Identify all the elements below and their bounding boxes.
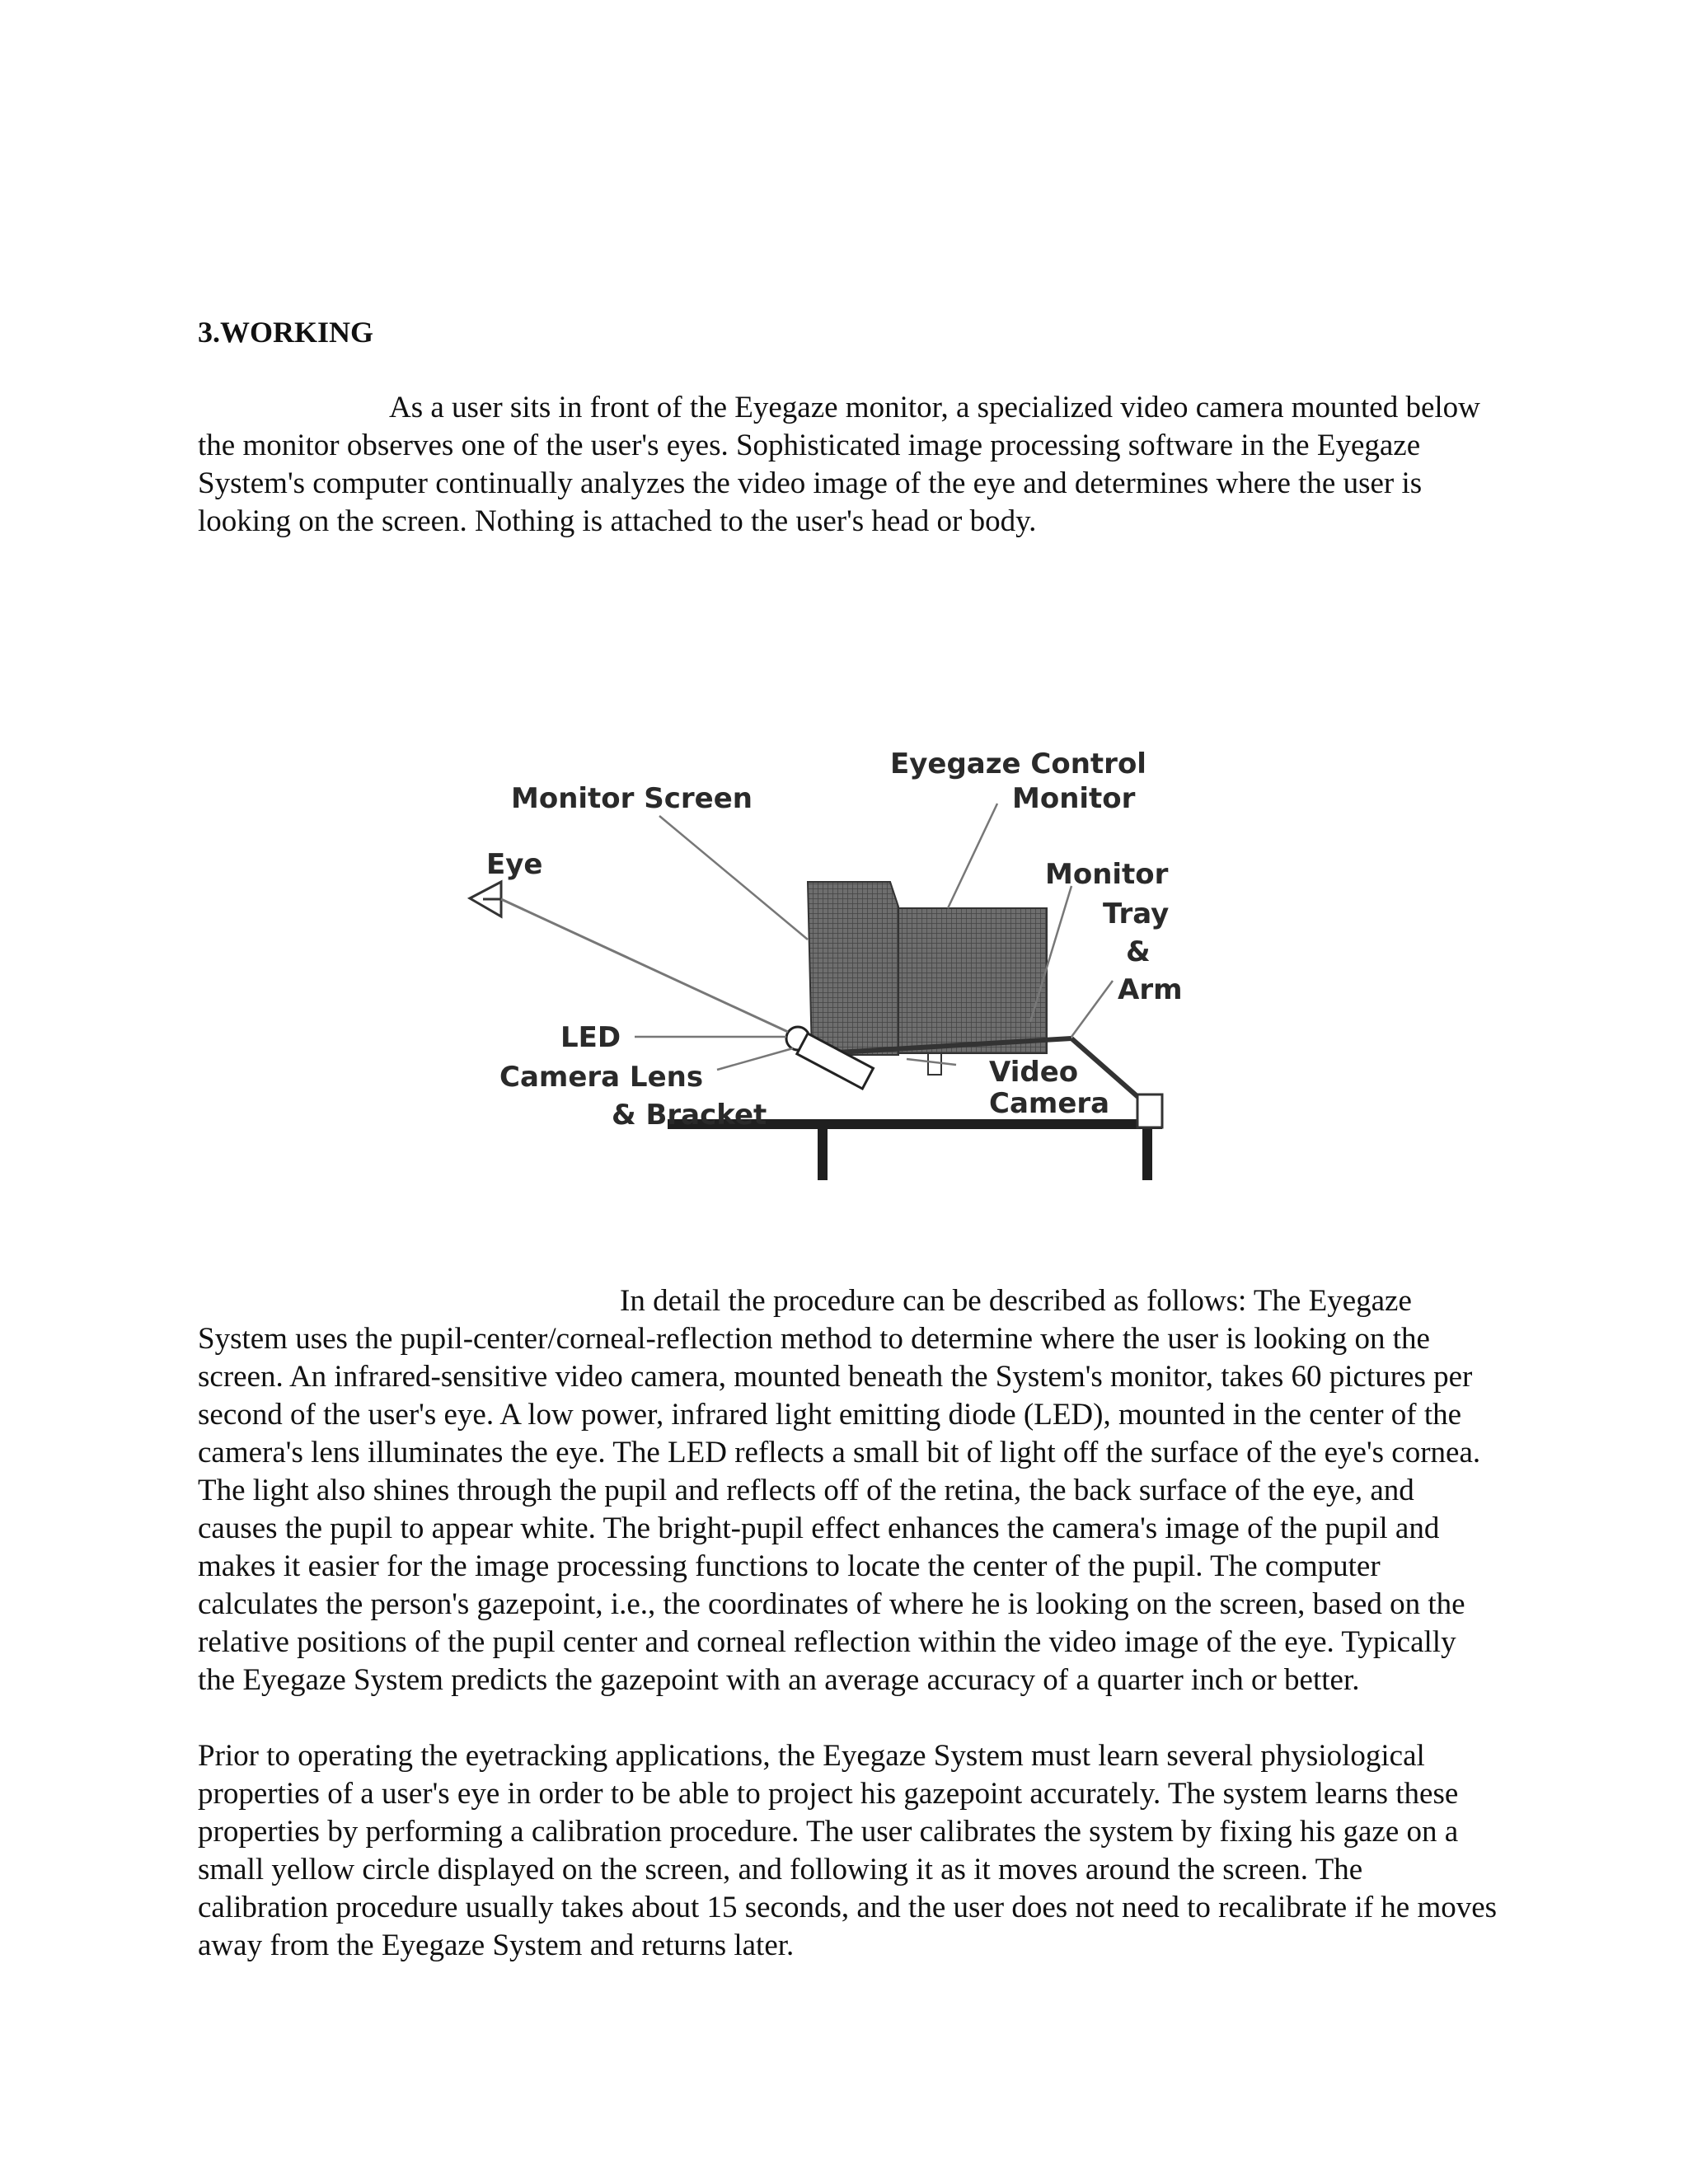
section-heading: 3.WORKING: [198, 316, 374, 349]
gaze-line: [501, 899, 788, 1032]
label-monitor-screen: Monitor Screen: [511, 782, 753, 815]
tray-arm-clamp: [1137, 1094, 1162, 1127]
table-leg-right: [1142, 1129, 1152, 1180]
monitor-screen-shape: [808, 882, 898, 1055]
eye-symbol: [470, 882, 501, 916]
intro-paragraph: As a user sits in front of the Eyegaze monitor, a specialized video camera mounted below the monitor observes one of the user's eyes. Sophisticated image processing software in the Eyegaze System's computer continually analyzes the video image of the eye and determines where the user is looking on the screen. Nothing is attached to the user's head or body.: [198, 391, 1480, 538]
label-video-camera-line1: Video: [989, 1056, 1079, 1089]
calibration-paragraph: Prior to operating the eyetracking applications, the Eyegaze System must learn several physiological properties of a user's eye in order to be able to project his gazepoint accurately. The system learns these properties by performing a calibration procedure. The user calibrates the system by fixing his gaze on a small yellow circle displayed on the screen, and following it as it moves around the screen. The calibration procedure usually takes about 15 seconds, and the user does not need to recalibrate if he moves away from the Eyegaze System and returns later.: [198, 1739, 1498, 1962]
detail-paragraph: In detail the procedure can be described as follows: The Eyegaze System uses the pupil-center/corneal-reflection method to determine where the user is looking on the screen. An infrared-sensitive video camera, mounted beneath the System's monitor, takes 60 pictures per second of the user's eye. A low power, infrared light emitting diode (LED), mounted in the center of the camera's lens illuminates the eye. The LED reflects a small bit of light off the surface of the eye's cornea. The light also shines through the pupil and reflects off of the retina, the back surface of the eye, and causes the pupil to appear white. The bright-pupil effect enhances the camera's image of the pupil and makes it easier for the image processing functions to locate the center of the pupil. The computer calculates the person's gazepoint, i.e., the coordinates of where he is looking on the screen, based on the relative positions of the pupil center and corneal reflection within the video image of the eye. Typically the Eyegaze System predicts the gazepoint with an average accuracy of a quarter inch or better.: [198, 1284, 1481, 1697]
label-camera-lens-line1: Camera Lens: [499, 1061, 704, 1094]
leader-camera-lens: [717, 1048, 793, 1070]
leader-control-monitor: [948, 804, 997, 908]
label-video-camera-line2: Camera: [989, 1087, 1110, 1120]
eyegaze-system-diagram: [462, 725, 1220, 1203]
label-led: LED: [560, 1021, 621, 1054]
control-monitor-shape: [898, 908, 1047, 1053]
label-control-monitor-line2: Monitor: [1012, 782, 1136, 815]
label-tray-line1: Monitor: [1045, 858, 1169, 891]
label-tray-line4: Arm: [1118, 973, 1183, 1006]
table-leg-left: [818, 1129, 828, 1180]
label-camera-lens-line2: & Bracket: [612, 1099, 767, 1132]
leader-tray-arm: [1071, 981, 1113, 1037]
monitor-foot: [928, 1053, 941, 1075]
label-control-monitor-line1: Eyegaze Control: [890, 748, 1146, 780]
label-tray-line2: Tray: [1103, 898, 1170, 930]
label-eye: Eye: [486, 848, 543, 881]
leader-monitor-screen: [659, 816, 808, 940]
label-tray-line3: &: [1126, 935, 1151, 968]
